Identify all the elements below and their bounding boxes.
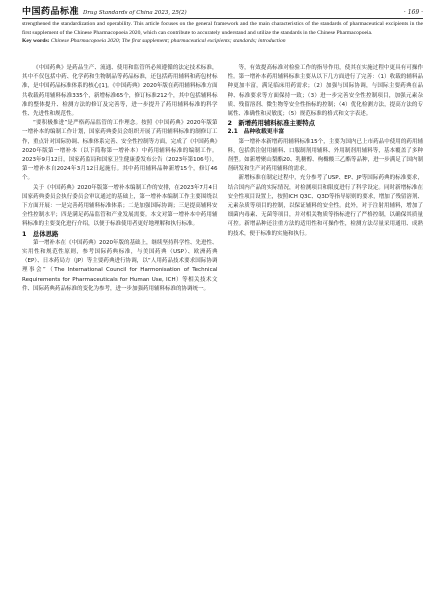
right-column — [228, 64, 424, 594]
section-heading: 2 新增药用辅料标准主要特点 — [227, 119, 316, 128]
paragraph: 第一增补本新增药用辅料标准15个，主要为国内已上市药品中使用的药用辅料，包括供注射用辅料、口服制剂用辅料、外用制剂用辅料等，基本覆盖了多种剂型。如新增聚山梨酯20、乳糖醇、枸橼酸三乙酯等品种，进一步满足了国内制剂研发和生产对药用辅料的需求。 — [227, 138, 423, 173]
paragraph: 《中国药典》是药品生产、流通、使用和监管所必须遵循的法定技术标准，其中不仅包括中药、化学药和生物制品等药品标准，还包括药用辅料和药包材标准，是中国药品标准体系的核心[1]。《中国药典》2020年版在药用辅料标准方面共收载药用辅料标准335个，新增标准65个，修订标准212个，其中包括辅料标准的整体提升、检测方法的修订及完善等，进一步提升了药用辅料标准的科学性、先进性和规范性。 — [22, 65, 218, 118]
keywords-line — [22, 37, 423, 46]
body-columns — [22, 64, 423, 594]
page-number: · 169 · — [403, 9, 423, 16]
paragraph: 等，有效提高标准对检验工作的指导作用，使其在实施过程中更具有可操作性。第一增补本药用辅料标准主要从以下几方面进行了完善：（1）收载的辅料品种更加丰富，满足临床用药需求；（2）加强与国际协调，与国际主要药典在品种、标准要求等方面保持一致；（3）进一步完善安全性控制项目，加强元素杂质、残留溶剂、微生物等安全性指标的控制；（4）优化检测方法，提高方法的专属性、准确性和灵敏度；（5）规范标准的格式和文字表述。 — [227, 65, 423, 118]
running-header — [22, 4, 423, 19]
paragraph: 新增标准在制定过程中，充分参考了USP、EP、JP等国际药典的标准要求，结合国内产品的实际情况，对检测项目和限度进行了科学设定。同时新增标准在安全性项目设置上，按照ICH Q3C、Q3D等指导原则的要求，增加了残留溶剂、元素杂质等项目的控制，以保证辅料的安全性。此外，对于注射用辅料，增加了细菌内毒素、无菌等项目，并对相关物质等指标进行了严格控制，以确保其质量可控。新增品种还注重方法的适用性和可操作性，检测方法尽量采用通用、成熟的技术，便于标准的实施和执行。 — [227, 175, 423, 237]
keywords-text: Chinese Pharmacopoeia 2020; The first supplement; pharmaceutical excipients; standards; introduction — [50, 38, 286, 45]
abstract-text: strengthened the standardization and operability. This article focuses on the general framework and the main characteristics of the standards of pharmaceutical excipients in the first supplement of the Chinese Pharmacopoeia 2020, which can contribute to accurately understand and utilize the standards in the Chinese Pharmacopoeia. — [22, 21, 423, 36]
english-abstract — [22, 20, 423, 46]
keywords-label: Key words: — [22, 38, 50, 45]
paragraph: 关于《中国药典》2020年版第一增补本编制工作的安排，在2023年7月4日国家药典委员会执行委员会审议通过的基础上，第一增补本编制工作主要围绕以下方面开展：一是完善药用辅料标准体系；二是加强国际协调；三是提高辅料安全性控制水平；四是满足药品监管和产业发展需要。本文对第一增补本中药用辅料标准的主要变化进行介绍，以便于标准使用者更好地理解和执行标准。 — [22, 184, 218, 228]
section-heading: 1 总体思路 — [22, 229, 59, 238]
paragraph: 第一增补本在《中国药典》2020年版的基础上，继续坚持科学性、先进性、实用性和规范性原则，参考国际药典标准，与美国药典（USP）、欧洲药典（EP）、日本药局方（JP）等主要药典进行协调，以“人用药品技术要求国际协调理事会”（The International Council for Harmonisation of Technical Requirements for Pharmaceuticals for Human Use, ICH）等相关技术文件、国际药典药品标准的变化为参考，进一步加强药用辅料标准的协调统一。 — [22, 239, 218, 292]
paragraph: “要积极推进”是严格药品监管的工作理念。按照《中国药典》2020年版第一增补本的编制工作计划，国家药典委员会组织开展了药用辅料标准的制修订工作，重点针对国际协调、标准体系完善、安全性控制等方面，完成了《中国药典》2020年版第一增补本（以下简称第一增补本）中药用辅料标准的编制工作。2023年9月12日，国家药监局和国家卫生健康委发布公告（2023年第106号），第一增补本自2024年3月12日起施行。其中药用辅料品种新增15个，修订46个。 — [22, 120, 218, 182]
journal-title-cn: 中国药品标准 — [22, 7, 80, 17]
subsection-heading: 2.1 品种收载更丰富 — [227, 129, 285, 136]
left-column — [22, 64, 218, 594]
journal-title-en: Drug Standards of China 2023, 25(2) — [83, 10, 187, 16]
